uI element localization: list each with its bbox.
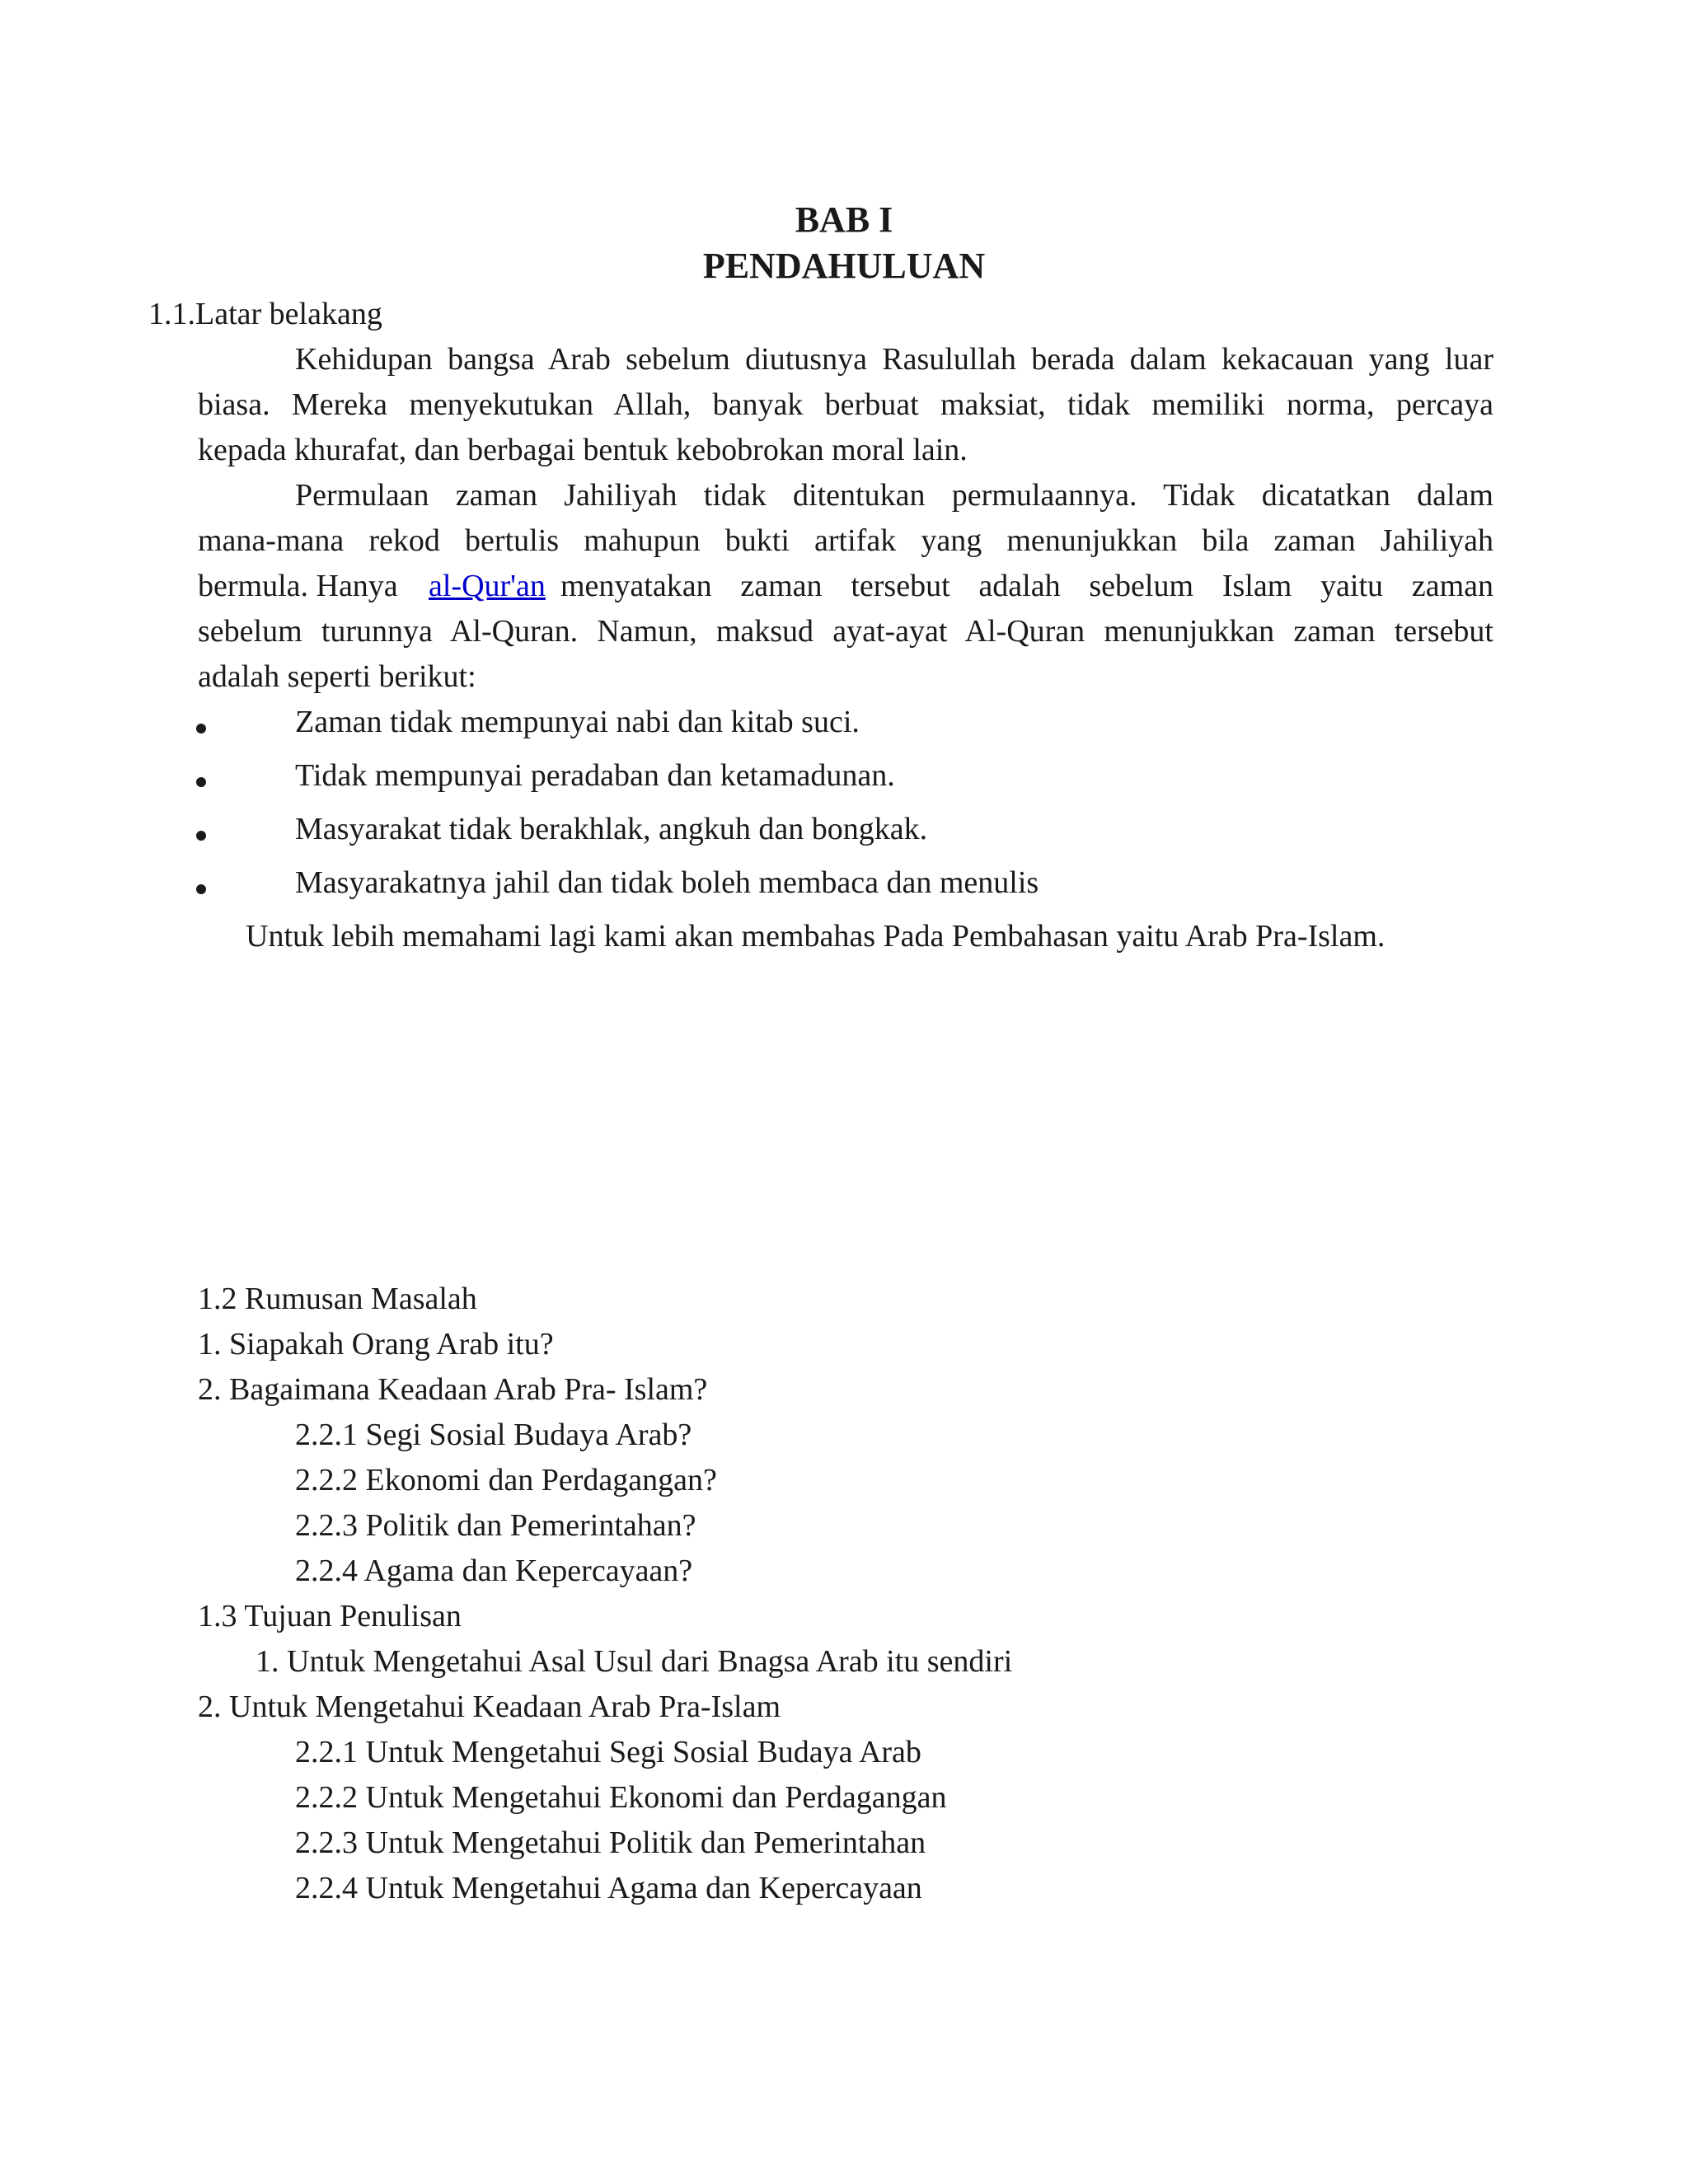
paragraph-2-line-3-start: bermula. Hanya [198,569,398,603]
paragraph-2-line-3-end: menyatakan zaman tersebut adalah sebelum Islam yaitu zaman [560,569,1493,603]
bullet-dot [196,724,206,733]
list-item: 2. Bagaimana Keadaan Arab Pra- Islam? [198,1372,708,1407]
paragraph-2-line-1: Permulaan zaman Jahiliyah tidak ditentukan permulaannya. Tidak dicatatkan dalam [295,478,1493,513]
list-item: 2. Untuk Mengetahui Keadaan Arab Pra-Islam [198,1690,781,1724]
paragraph-1-line-3: kepada khurafat, dan berbagai bentuk kebobrokan moral lain. [198,433,968,467]
chapter-title: PENDAHULUAN [702,246,986,286]
bullet-dot [196,884,206,894]
section-heading-tujuan-penulisan: 1.3 Tujuan Penulisan [198,1599,462,1633]
chapter-number: BAB I [795,199,893,240]
paragraph-2-line-2: mana-mana rekod bertulis mahupun bukti artifak yang menunjukkan bila zaman Jahiliyah [198,523,1493,558]
paragraph-2-line-4: sebelum turunnya Al-Quran. Namun, maksud ayat-ayat Al-Quran menunjukkan zaman tersebut [198,614,1493,649]
sub-list-item: 2.2.3 Untuk Mengetahui Politik dan Pemerintahan [295,1825,926,1860]
bullet-item: Masyarakat tidak berakhlak, angkuh dan bongkak. [295,812,928,846]
list-item: 1. Siapakah Orang Arab itu? [198,1327,554,1361]
paragraph-2-line-5: adalah seperti berikut: [198,659,476,694]
sub-list-item: 2.2.2 Untuk Mengetahui Ekonomi dan Perdagangan [295,1780,947,1815]
section-heading-latar-belakang: 1.1.Latar belakang [148,297,382,331]
paragraph-1-line-2: biasa. Mereka menyekutukan Allah, banyak berbuat maksiat, tidak memiliki norma, percaya [198,387,1493,422]
bullet-dot [196,777,206,787]
sub-list-item: 2.2.4 Agama dan Kepercayaan? [295,1554,693,1588]
bullet-item: Zaman tidak mempunyai nabi dan kitab suci. [295,705,860,739]
sub-list-item: 2.2.3 Politik dan Pemerintahan? [295,1508,696,1543]
sub-list-item: 2.2.1 Untuk Mengetahui Segi Sosial Budaya Arab [295,1735,921,1769]
sub-list-item: 2.2.2 Ekonomi dan Perdagangan? [295,1463,717,1497]
list-item: 1. Untuk Mengetahui Asal Usul dari Bnagsa Arab itu sendiri [256,1644,1013,1679]
bullet-item: Tidak mempunyai peradaban dan ketamadunan. [295,758,895,793]
bullet-dot [196,831,206,841]
sub-list-item: 2.2.4 Untuk Mengetahui Agama dan Kepercayaan [295,1871,922,1905]
al-quran-link[interactable]: al-Qur'an [429,569,546,603]
section-heading-rumusan-masalah: 1.2 Rumusan Masalah [198,1282,477,1316]
bullet-item: Masyarakatnya jahil dan tidak boleh membaca dan menulis [295,865,1039,900]
sub-list-item: 2.2.1 Segi Sosial Budaya Arab? [295,1418,692,1452]
paragraph-1-line-1: Kehidupan bangsa Arab sebelum diutusnya Rasulullah berada dalam kekacauan yang luar [295,342,1493,377]
closing-sentence: Untuk lebih memahami lagi kami akan membahas Pada Pembahasan yaitu Arab Pra-Islam. [246,919,1386,954]
